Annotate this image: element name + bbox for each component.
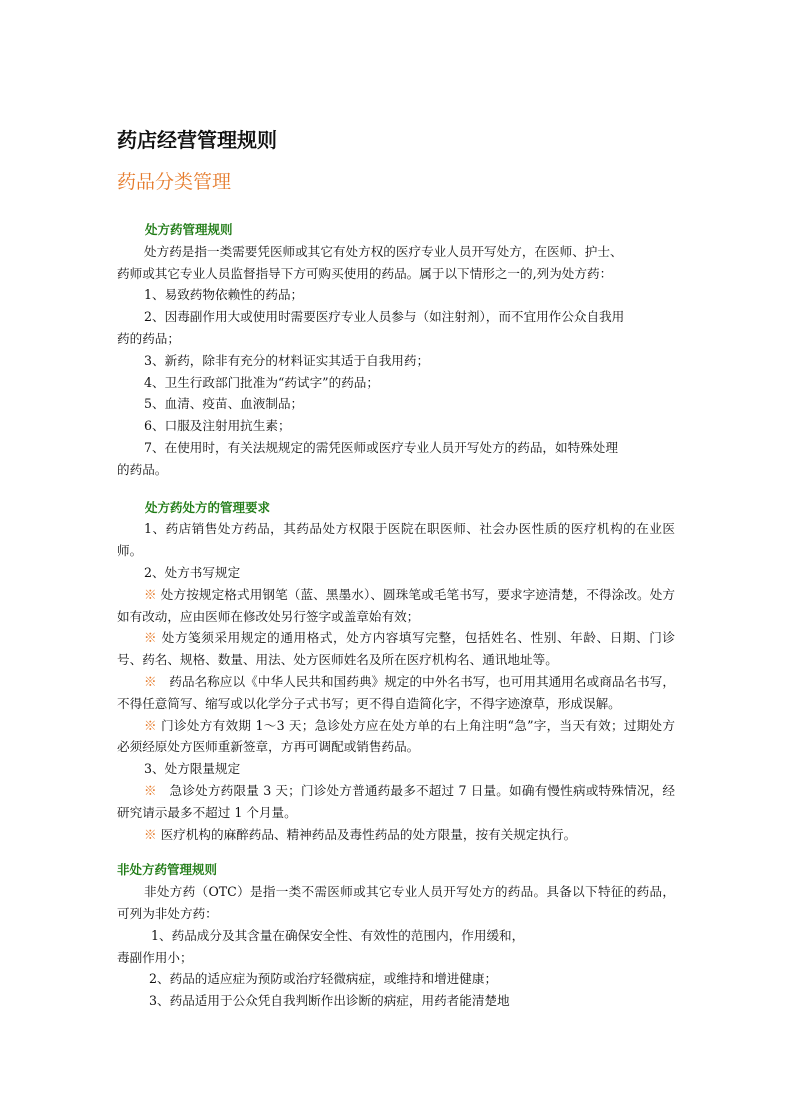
section-spacer [117,481,675,497]
reference-mark-icon: ※ [144,630,158,646]
reference-mark-icon: ※ [144,586,157,602]
list-item-continuation: 毒副作用小； [117,949,193,965]
document-subtitle: 药品分类管理 [117,171,232,193]
section-spacer [117,845,675,859]
bullet-text: 处方按规定格式用钢笔（蓝、黑墨水）、圆珠笔或毛笔书写，要求字迹清楚，不得涂改。处方如有改动，应由医师在修改处另行签字或盖章始有效； [117,586,675,624]
list-item: 3、新药，除非有充分的材料证实其适于自我用药； [144,352,430,368]
list-item: 2、药品的适应症为预防或治疗轻微病症，或维持和增进健康； [149,971,498,987]
bullet-paragraph [117,780,675,824]
list-item: 1、药品成分及其含量在确保安全性、有效性的范围内，作用缓和， [151,927,525,943]
paragraph: 非处方药（OTC）是指一类不需医师或其它专业人员开写处方的药品。具备以下特征的药品，可列为非处方药： [117,884,675,921]
bullet-paragraph [117,715,675,759]
list-item-continuation: 的药品。 [117,461,168,477]
reference-mark-icon: ※ [144,782,157,798]
section-heading-otc-rules: 非处方药管理规则 [117,862,218,878]
sub-heading: 2、处方书写规定 [144,564,241,580]
bullet-paragraph [117,671,675,715]
section-heading-prescription-rules: 处方药管理规则 [145,222,233,237]
list-item: 6、口服及注射用抗生素； [144,418,291,434]
document-title: 药店经营管理规则 [117,128,277,152]
list-item: 5、血清、疫苗、血液制品； [144,396,304,412]
bullet-text: 医疗机构的麻醉药品、精神药品及毒性药品的处方限量，按有关规定执行。 [156,826,577,842]
list-item: 7、在使用时，有关法规规定的需凭医师或医疗专业人员开写处方的药品，如特殊处理 [144,439,618,455]
bullet-paragraph [117,824,675,846]
section-heading-prescription-requirements: 处方药处方的管理要求 [145,499,271,515]
bullet-paragraph [117,627,675,671]
bullet-paragraph [117,584,675,628]
reference-mark-icon: ※ [144,673,157,689]
paragraph: 1、药店销售处方药品，其药品处方权限于医院在职医师、社会办医性质的医疗机构的在业医师。 [117,521,675,559]
sub-heading: 3、处方限量规定 [144,761,241,777]
list-item: 3、药品适用于公众凭自我判断作出诊断的病症，用药者能清楚地 [149,993,510,1009]
bullet-text: 药品名称应以《中华人民共和国药典》规定的中外名书写，也可用其通用名或商品名书写，不得任意简写、缩写或以化学分子式书写；更不得自造简化字，不得字迹潦草，形成误解。 [117,673,676,711]
paragraph-line: 药师或其它专业人员监督指导下方可购买使用的药品。属于以下情形之一的,列为处方药： [117,265,613,281]
bullet-text: 门诊处方有效期 1～3 天；急诊处方应在处方单的右上角注明“急”字，当天有效；过期处方必须经原处方医师重新签章，方再可调配或销售药品。 [117,717,676,755]
bullet-text: 处方笺须采用规定的通用格式，处方内容填写完整，包括姓名、性别、年龄、日期、门诊号、药名、规格、数量、用法、处方医师姓名及所在医疗机构名、通讯地址等。 [117,630,676,668]
list-item: 1、易致药物依赖性的药品； [144,287,304,303]
document-body [117,219,675,1012]
bullet-text: 急诊处方药限量 3 天；门诊处方普通药最多不超过 7 日量。如确有慢性病或特殊情况，经研究请示最多不超过 1 个月量。 [117,782,675,820]
list-item: 4、卫生行政部门批准为“药试字”的药品； [144,374,379,390]
paragraph-line: 处方药是指一类需要凭医师或其它有处方权的医疗专业人员开写处方，在医师、护士、 [144,243,623,259]
list-item-continuation: 药的药品； [117,330,180,346]
reference-mark-icon: ※ [144,717,157,733]
list-item: 2、因毒副作用大或使用时需要医疗专业人员参与（如注射剂），而不宜用作公众自我用 [144,309,625,325]
reference-mark-icon: ※ [144,826,157,842]
